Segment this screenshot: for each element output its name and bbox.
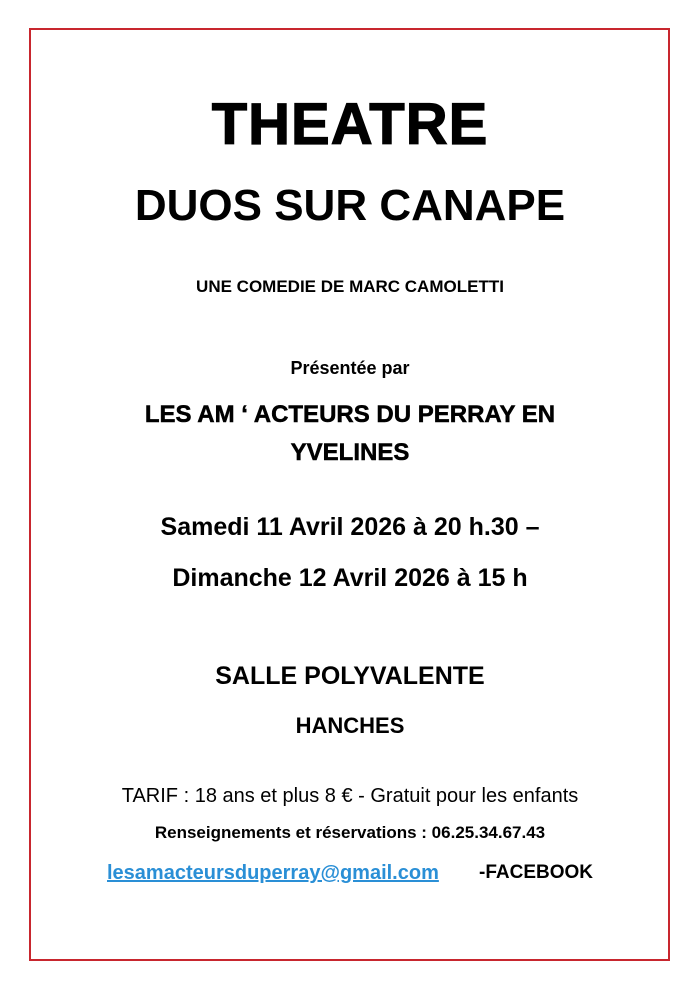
troupe-name-line-1: LES AM ‘ ACTEURS DU PERRAY EN (144, 401, 556, 428)
email-link[interactable]: lesamacteursduperray@gmail.com (107, 862, 439, 884)
author-line: UNE COMEDIE DE MARC CAMOLETTI (196, 277, 504, 296)
performance-date-2: Dimanche 12 Avril 2026 à 15 h (172, 564, 528, 592)
troupe-name-line-2: YVELINES (290, 439, 410, 466)
facebook-label: -FACEBOOK (479, 862, 593, 883)
poster-title: THEATRE (211, 92, 489, 157)
venue-name: SALLE POLYVALENTE (215, 662, 485, 690)
contact-info: Renseignements et réservations : 06.25.34.67.43 (154, 823, 546, 842)
presented-by-label: Présentée par (290, 358, 410, 378)
play-title: DUOS SUR CANAPE (134, 181, 566, 230)
performance-date-1: Samedi 11 Avril 2026 à 20 h.30 – (160, 513, 540, 541)
price-info: TARIF : 18 ans et plus 8 € - Gratuit pour les enfants (121, 785, 579, 807)
venue-town: HANCHES (295, 713, 405, 738)
